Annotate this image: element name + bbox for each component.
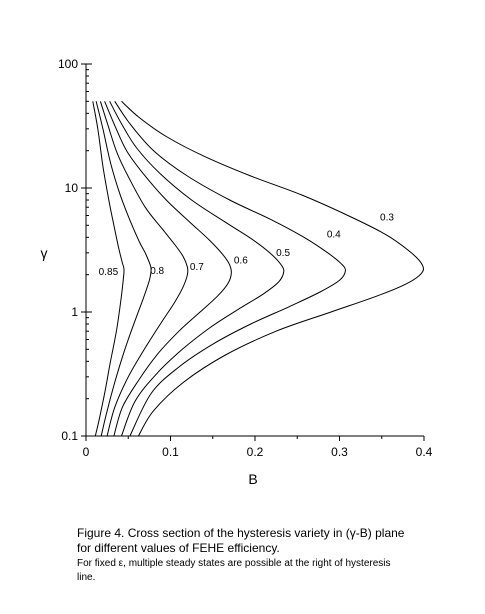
- y-tick-label: 0.1: [61, 429, 78, 443]
- curve-group: [93, 101, 424, 436]
- x-tick-label: 0.1: [162, 445, 179, 459]
- y-tick-label: 10: [64, 181, 78, 195]
- curve-label: 0.4: [326, 229, 341, 241]
- x-tick-label: 0: [82, 445, 90, 459]
- y-tick-label: 1: [71, 305, 78, 319]
- curve-label: 0.3: [380, 212, 394, 224]
- note-line-2: line.: [77, 572, 96, 583]
- curve-label: 0.85: [98, 267, 119, 279]
- caption-line-1: Figure 4. Cross section of the hysteresis variety in (γ-B) plane: [77, 526, 405, 540]
- curve-label: 0.6: [233, 255, 248, 267]
- y-axis-title: γ: [40, 245, 48, 261]
- x-tick-label: 0.2: [246, 445, 264, 459]
- x-tick-label: 0.3: [331, 445, 348, 459]
- x-axis-title: B: [248, 471, 258, 487]
- curve-label: 0.5: [276, 247, 291, 259]
- curve-label: 0.8: [150, 265, 165, 277]
- curve-label: 0.7: [189, 262, 204, 274]
- hysteresis-curve: [122, 101, 424, 436]
- y-tick-label: 100: [57, 57, 78, 71]
- x-tick-label: 0.4: [415, 445, 433, 459]
- caption-line-2: for different values of FEHE efficiency.: [77, 541, 280, 555]
- note-line-1: For fixed ε, multiple steady states are possible at the right of hysteresis: [77, 558, 391, 569]
- figure-caption: [77, 526, 477, 556]
- figure-note: [77, 557, 477, 585]
- label-group: [99, 212, 395, 278]
